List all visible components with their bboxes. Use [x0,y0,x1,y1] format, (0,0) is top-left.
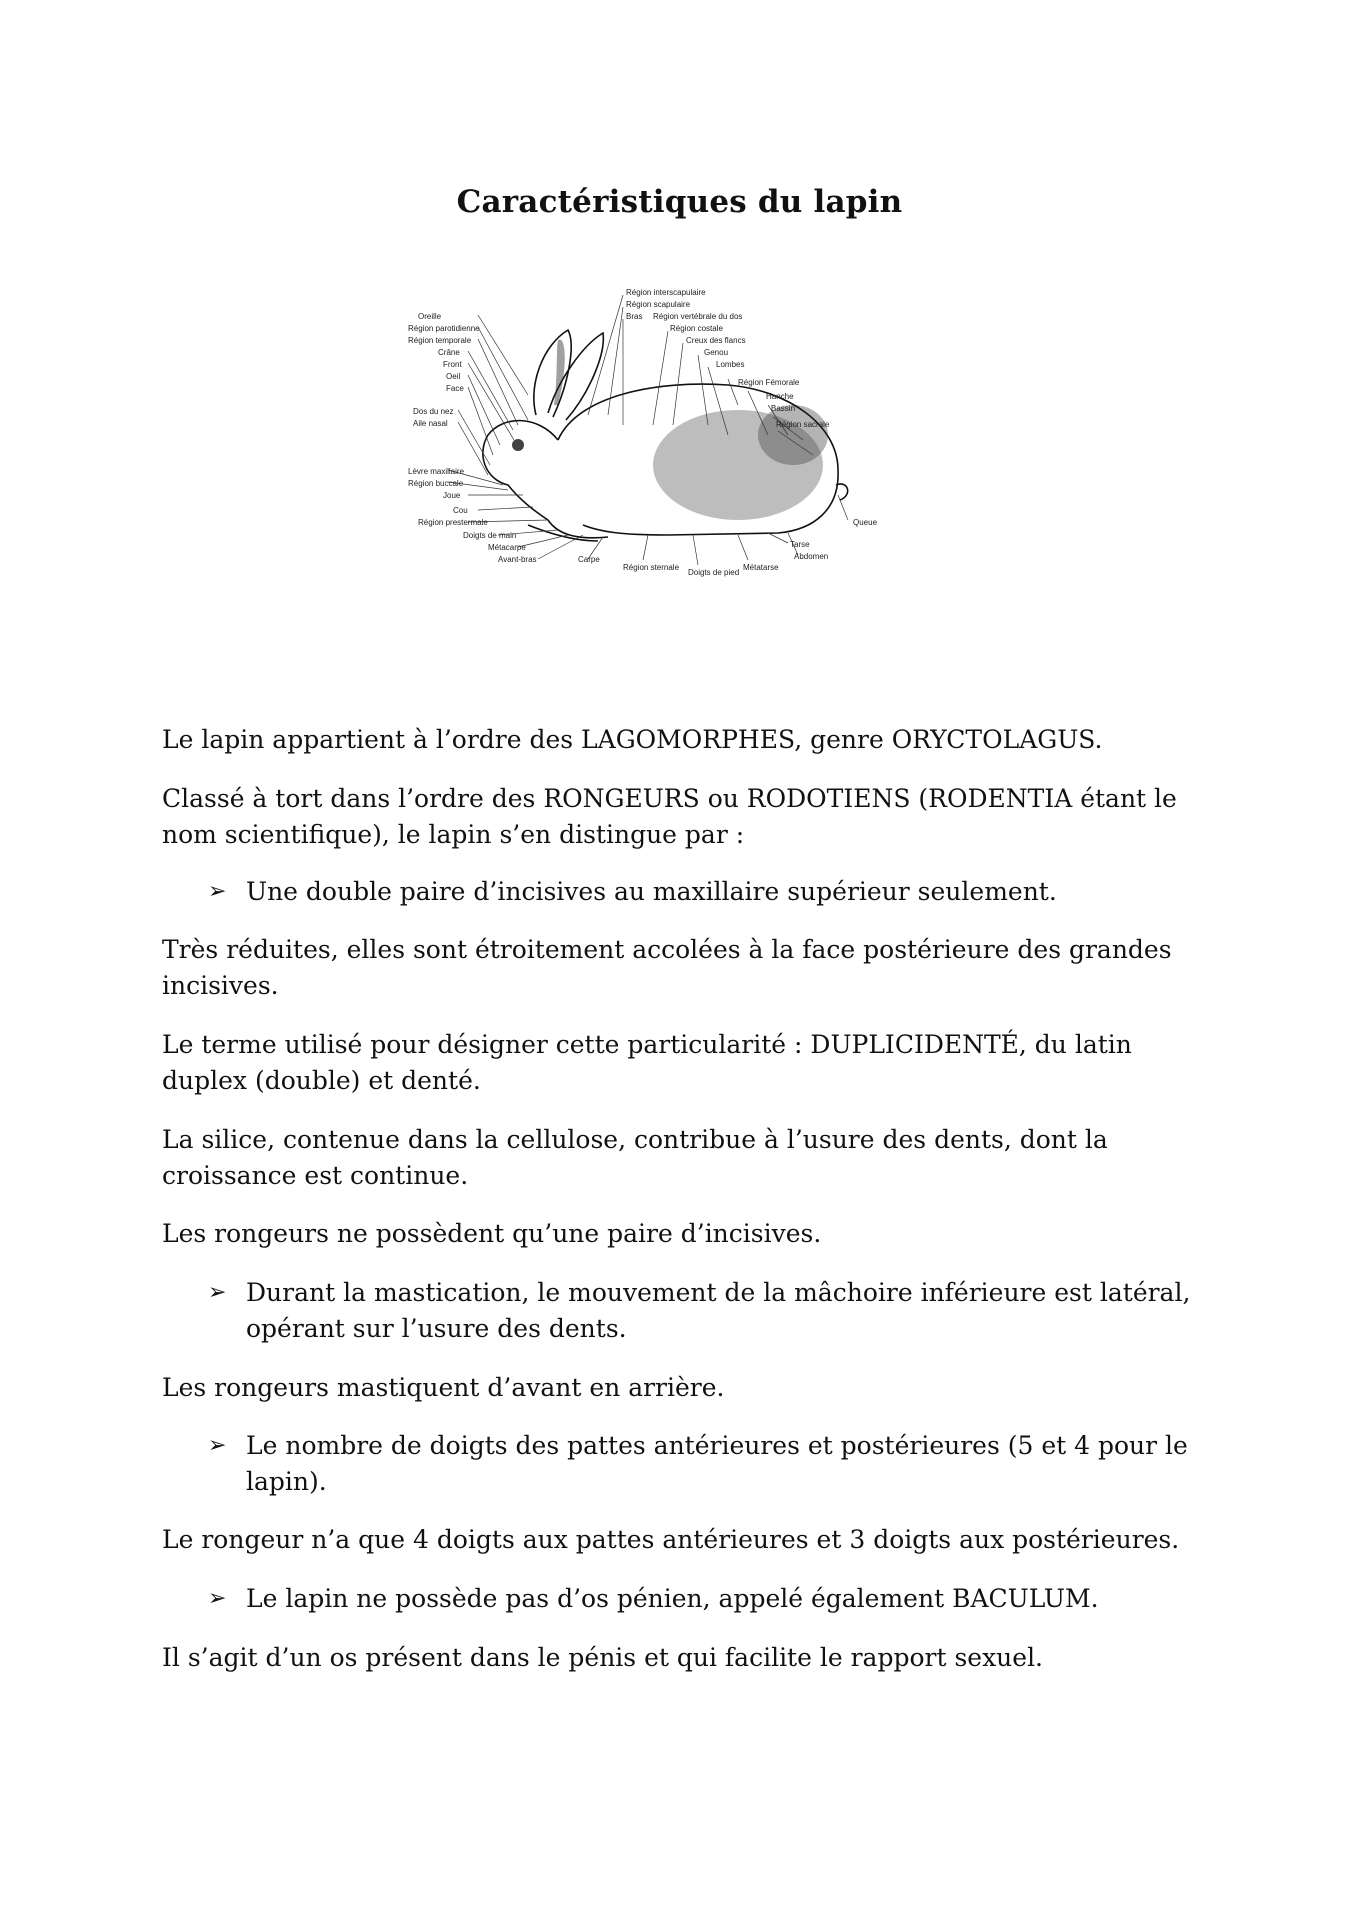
figure-label: Crâne [438,348,460,357]
figure-label: Face [446,384,464,393]
bullet-arrow-icon: ➢ [208,879,227,904]
figure-label: Oreille [418,312,442,321]
figure-label: Genou [704,348,729,357]
figure-label: Région buccale [408,479,464,488]
figure-label: Région prestermale [418,518,488,527]
figure-label: Aile nasal [413,419,448,428]
figure-label: Métatarse [743,563,779,572]
paragraph: La silice, contenue dans la cellulose, contribue à l’usure des dents, dont la croissance est continue. [162,1125,1108,1190]
figure-label: Bras [626,312,643,321]
bullet-arrow-icon: ➢ [208,1586,227,1611]
figure-label: Cou [453,506,468,515]
figure-label: Lèvre maxillaire [408,467,465,476]
bullet-item [208,1581,1246,1617]
rabbit-illustration [408,285,958,605]
figure-label: Région Fémorale [738,378,800,387]
paragraph: Le rongeur n’a que 4 doigts aux pattes antérieures et 3 doigts aux postérieures. [162,1525,1180,1554]
figure-label: Doigts de main [463,531,517,540]
bullet-item [208,1275,1246,1347]
bullet-text: Le lapin ne possède pas d’os pénien, appelé également BACULUM. [246,1584,1099,1613]
bullet-arrow-icon: ➢ [208,1280,227,1305]
figure-label: Région temporale [408,336,472,345]
paragraph: Les rongeurs ne possèdent qu’une paire d’incisives. [162,1219,822,1248]
figure-label: Région parotidienne [408,324,480,333]
paragraph: Le terme utilisé pour désigner cette particularité : DUPLICIDENTÉ, du latin duplex (double) et denté. [162,1030,1132,1095]
rabbit-anatomy-figure [408,285,958,605]
figure-label: Tarse [790,540,810,549]
figure-label: Métacarpe [488,543,526,552]
figure-label: Région scapulaire [626,300,691,309]
bullet-text: Une double paire d’incisives au maxillaire supérieur seulement. [246,877,1057,906]
figure-label: Région interscapulaire [626,288,706,297]
paragraph: Très réduites, elles sont étroitement accolées à la face postérieure des grandes incisives. [162,935,1172,1000]
paragraph: Les rongeurs mastiquent d’avant en arrière. [162,1373,725,1402]
figure-label: Région vertébrale du dos [653,312,743,321]
page-title: Caractéristiques du lapin [456,183,903,220]
figure-label: Région sacrale [776,420,830,429]
figure-label: Hanche [766,392,794,401]
figure-label: Front [443,360,462,369]
figure-label: Région sternale [623,563,680,572]
figure-label: Joue [443,491,461,500]
figure-label: Abdomen [794,552,829,561]
paragraph: Classé à tort dans l’ordre des RONGEURS ou RODOTIENS (RODENTIA étant le nom scientifique), le lapin s’en distingue par : [162,784,1177,849]
figure-label: Lombes [716,360,745,369]
figure-label: Carpe [578,555,600,564]
bullet-item [208,1428,1246,1500]
figure-label: Dos du nez [413,407,454,416]
figure-label: Bassin [771,404,796,413]
figure-label: Région costale [670,324,723,333]
bullet-item [208,874,1246,910]
figure-label: Creux des flancs [686,336,746,345]
bullet-text: Le nombre de doigts des pattes antérieures et postérieures (5 et 4 pour le lapin). [246,1431,1188,1496]
figure-label: Oeil [446,372,461,381]
figure-label: Avant-bras [498,555,537,564]
figure-label: Queue [853,518,878,527]
figure-label: Doigts de pied [688,568,740,577]
paragraph: Il s’agit d’un os présent dans le pénis et qui facilite le rapport sexuel. [162,1643,1044,1672]
bullet-arrow-icon: ➢ [208,1433,227,1458]
paragraph: Le lapin appartient à l’ordre des LAGOMORPHES, genre ORYCTOLAGUS. [162,725,1103,754]
bullet-text: Durant la mastication, le mouvement de la mâchoire inférieure est latéral, opérant sur l’usure des dents. [246,1278,1191,1343]
